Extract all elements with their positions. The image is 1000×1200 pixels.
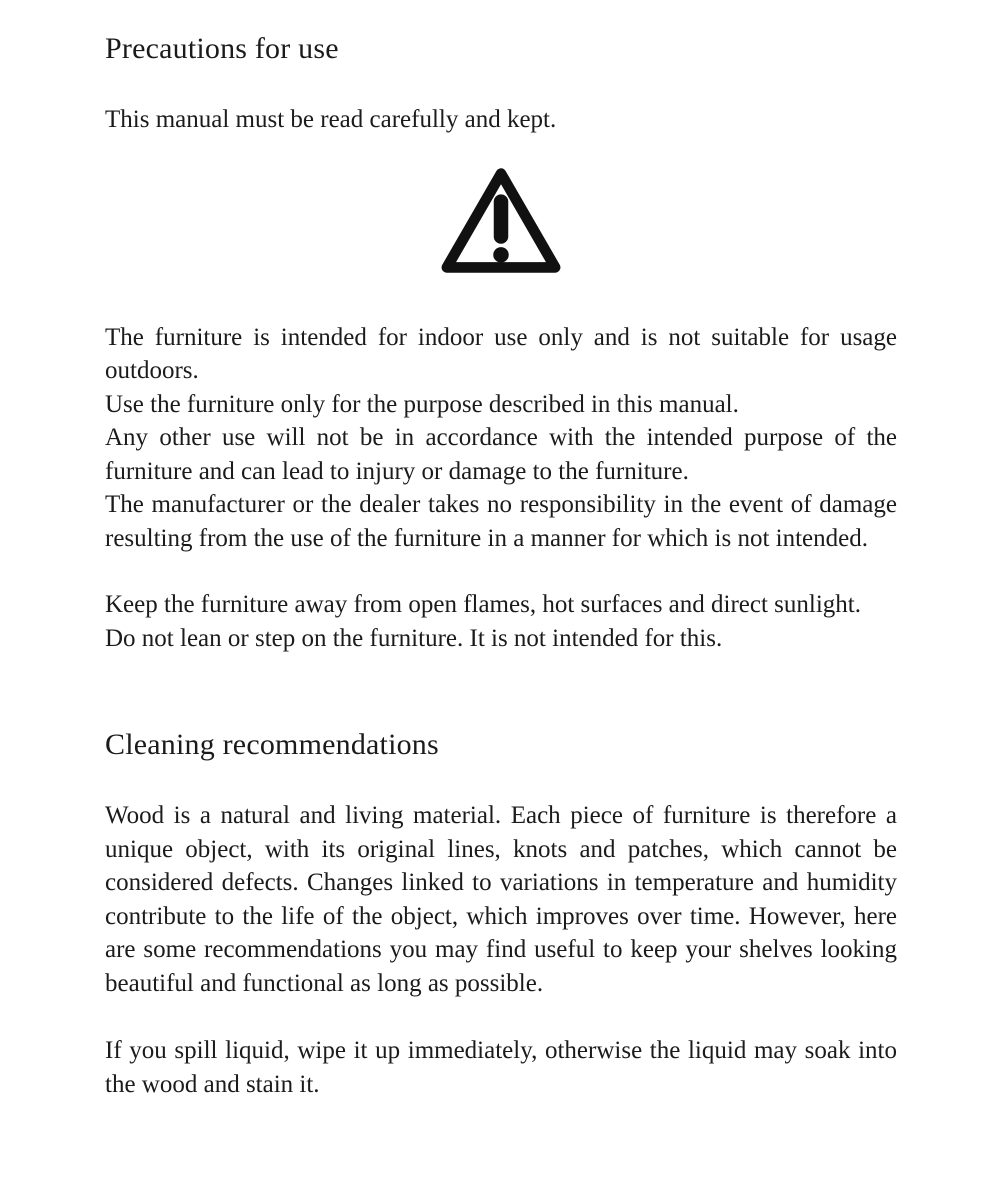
usage-sentence: The furniture is intended for indoor use only and is not suitable for usage outdoors. (105, 323, 897, 384)
safety-sentence: Keep the furniture away from open flames, hot surfaces and direct sunlight. (105, 591, 861, 618)
usage-sentence: The manufacturer or the dealer takes no responsibility in the event of damage resulting from the use of the furniture in a manner for which is not intended. (105, 491, 897, 552)
warning-triangle-icon (437, 163, 565, 279)
cleaning-heading: Cleaning recommendations (105, 728, 439, 761)
warning-icon-container (105, 163, 897, 279)
spill-paragraph: If you spill liquid, wipe it up immediately, otherwise the liquid may soak into the wood and stain it. (105, 1037, 897, 1098)
usage-sentence: Any other use will not be in accordance with the intended purpose of the furniture and can lead to injury or damage to the furniture. (105, 424, 897, 485)
safety-paragraph (105, 588, 897, 655)
intro-line: This manual must be read carefully and kept. (105, 106, 557, 133)
cleaning-paragraph: Wood is a natural and living material. Each piece of furniture is therefore a unique object, with its original lines, knots and patches, which cannot be considered defects. Changes linked to variations in temperature and humidity contribute to the life of the object, which improves over time. However, here are some recommendations you may find useful to keep your shelves looking beautiful and functional as long as possible. (105, 802, 897, 997)
usage-paragraph (105, 321, 897, 556)
safety-sentence: Do not lean or step on the furniture. It is not intended for this. (105, 624, 723, 652)
precautions-heading: Precautions for use (105, 32, 339, 65)
usage-sentence: Use the furniture only for the purpose described in this manual. (105, 390, 739, 418)
